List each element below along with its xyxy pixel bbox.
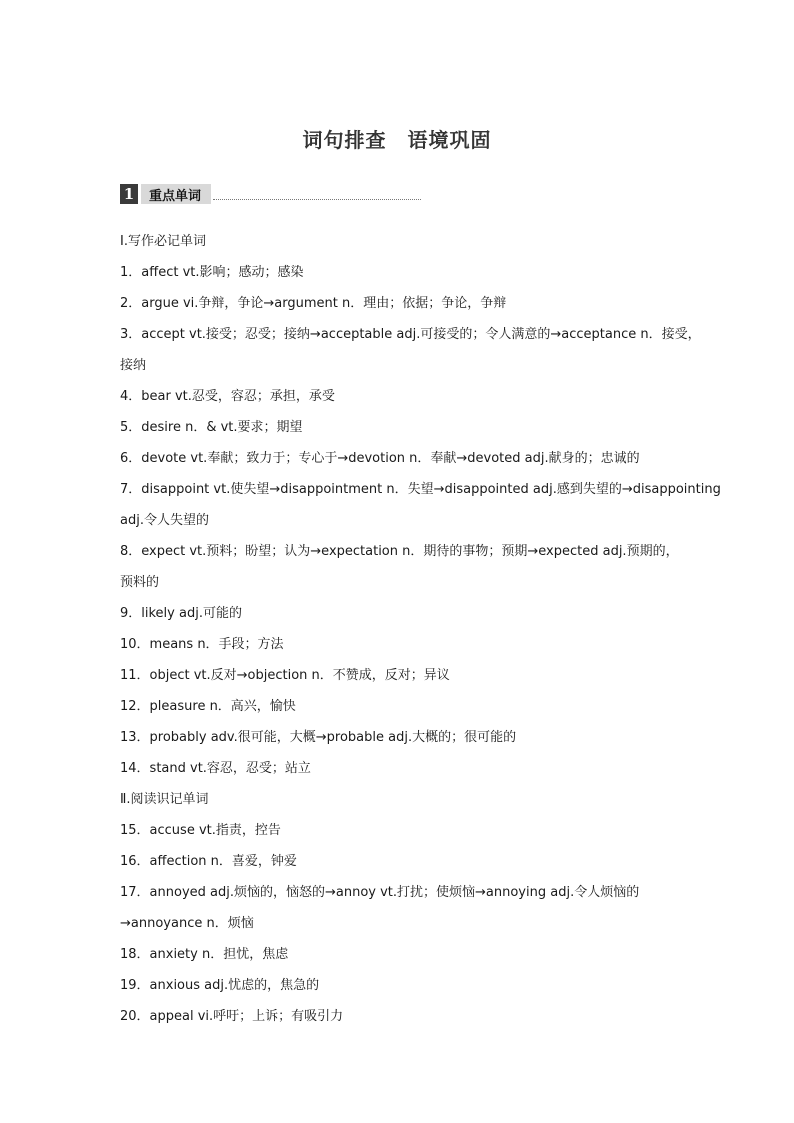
vocab-item: 12．pleasure n．高兴，愉快 xyxy=(120,699,296,714)
vocab-item-continuation: 接纳 xyxy=(120,358,147,373)
vocab-item: 11．object vt.反对→objection n．不赞成，反对；异议 xyxy=(120,668,450,683)
vocab-item: 16．affection n．喜爱，钟爱 xyxy=(120,854,297,869)
vocab-item: 2．argue vi.争辩，争论→argument n．理由；依据；争论，争辩 xyxy=(120,296,507,311)
section-label: 重点单词 xyxy=(141,184,211,204)
vocab-item: 9．likely adj.可能的 xyxy=(120,606,242,621)
vocab-item: 20．appeal vi.呼吁；上诉；有吸引力 xyxy=(120,1009,344,1024)
vocab-item: 8．expect vt.预料；盼望；认为→expectation n．期待的事物；预期→expected adj.预期的， xyxy=(120,544,679,559)
vocab-item: 4．bear vt.忍受，容忍；承担，承受 xyxy=(120,389,335,404)
vocab-item: 14．stand vt.容忍，忍受；站立 xyxy=(120,761,311,776)
vocab-item-continuation: →annoyance n．烦恼 xyxy=(120,916,254,931)
page-title: 词句排查 语境巩固 xyxy=(302,128,492,152)
section-number: 1 xyxy=(120,184,138,204)
section-divider xyxy=(213,188,421,200)
vocab-item: 7．disappoint vt.使失望→disappointment n．失望→disappointed adj.感到失望的→disappointing xyxy=(120,482,721,497)
vocab-item: 18．anxiety n．担忧，焦虑 xyxy=(120,947,289,962)
vocab-item: 3．accept vt.接受；忍受；接纳→acceptable adj.可接受的；令人满意的→acceptance n．接受， xyxy=(120,327,701,342)
vocab-item: 10．means n．手段；方法 xyxy=(120,637,284,652)
subsection-heading-writing: Ⅰ.写作必记单词 xyxy=(120,234,206,249)
vocab-item-continuation: 预料的 xyxy=(120,575,160,590)
vocab-item: 17．annoyed adj.烦恼的，恼怒的→annoy vt.打扰；使烦恼→annoying adj.令人烦恼的 xyxy=(120,885,640,900)
vocab-item-continuation: adj.令人失望的 xyxy=(120,513,209,528)
word-list xyxy=(120,226,721,1032)
vocab-item: 13．probably adv.很可能，大概→probable adj.大概的；很可能的 xyxy=(120,730,517,745)
vocab-item: 1．affect vt.影响；感动；感染 xyxy=(120,265,304,280)
vocab-item: 6．devote vt.奉献；致力于；专心于→devotion n．奉献→devoted adj.献身的；忠诚的 xyxy=(120,451,640,466)
subsection-heading-reading: Ⅱ.阅读识记单词 xyxy=(120,792,209,807)
vocab-item: 5．desire n．& vt.要求；期望 xyxy=(120,420,303,435)
section-header xyxy=(120,183,421,205)
vocab-item: 15．accuse vt.指责，控告 xyxy=(120,823,281,838)
vocab-item: 19．anxious adj.忧虑的，焦急的 xyxy=(120,978,320,993)
